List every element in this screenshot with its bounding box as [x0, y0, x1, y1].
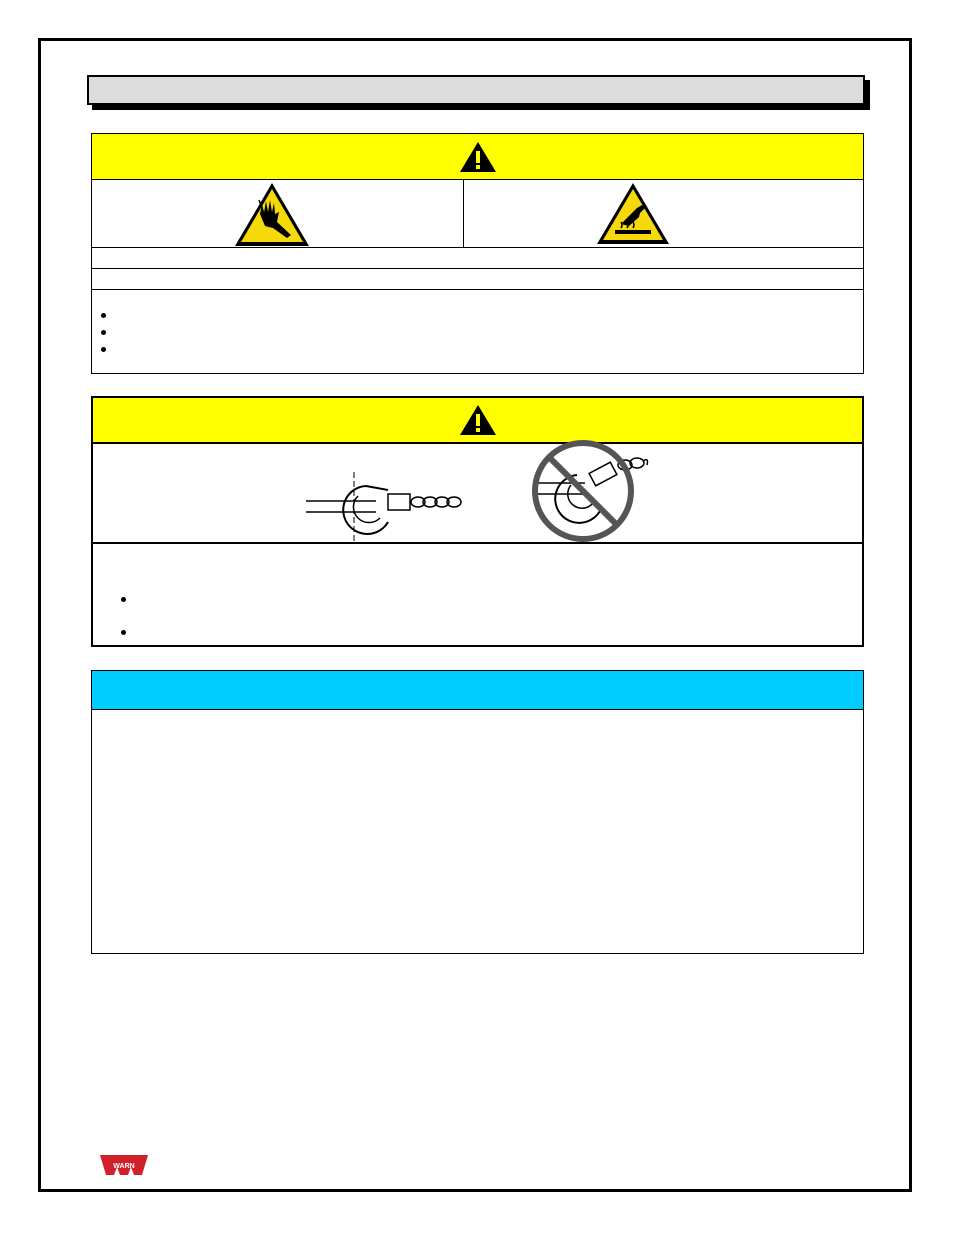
notice-header	[92, 671, 863, 710]
bullet-icon	[121, 597, 126, 602]
hot-surface-hazard-icon	[595, 180, 671, 246]
warning-triangle-icon	[458, 403, 498, 437]
bullet-icon	[101, 313, 106, 318]
warn-logo	[98, 1153, 150, 1177]
caution-panel-hazards	[91, 133, 864, 374]
hazard-row-line	[92, 289, 863, 290]
caution-header	[92, 134, 863, 180]
bullet-icon	[101, 330, 106, 335]
bullet-icon	[121, 630, 126, 635]
hook-latch-correct-icon	[306, 466, 466, 546]
hook-latch-prohibited-icon	[525, 439, 665, 543]
section-title-bar	[87, 75, 865, 105]
hand-crush-hazard-icon	[233, 180, 311, 248]
notice-panel	[91, 670, 864, 954]
hazard-row-line	[92, 268, 863, 269]
warning-triangle-icon	[458, 140, 498, 174]
bullet-icon	[101, 347, 106, 352]
hook-row-line	[93, 542, 862, 544]
caution-panel-hook-latch	[91, 396, 864, 647]
warn-logo-lettering: WARN	[113, 1163, 135, 1170]
pictogram-divider	[463, 180, 464, 247]
caution-header	[93, 398, 862, 444]
hazard-row-line	[92, 247, 863, 248]
